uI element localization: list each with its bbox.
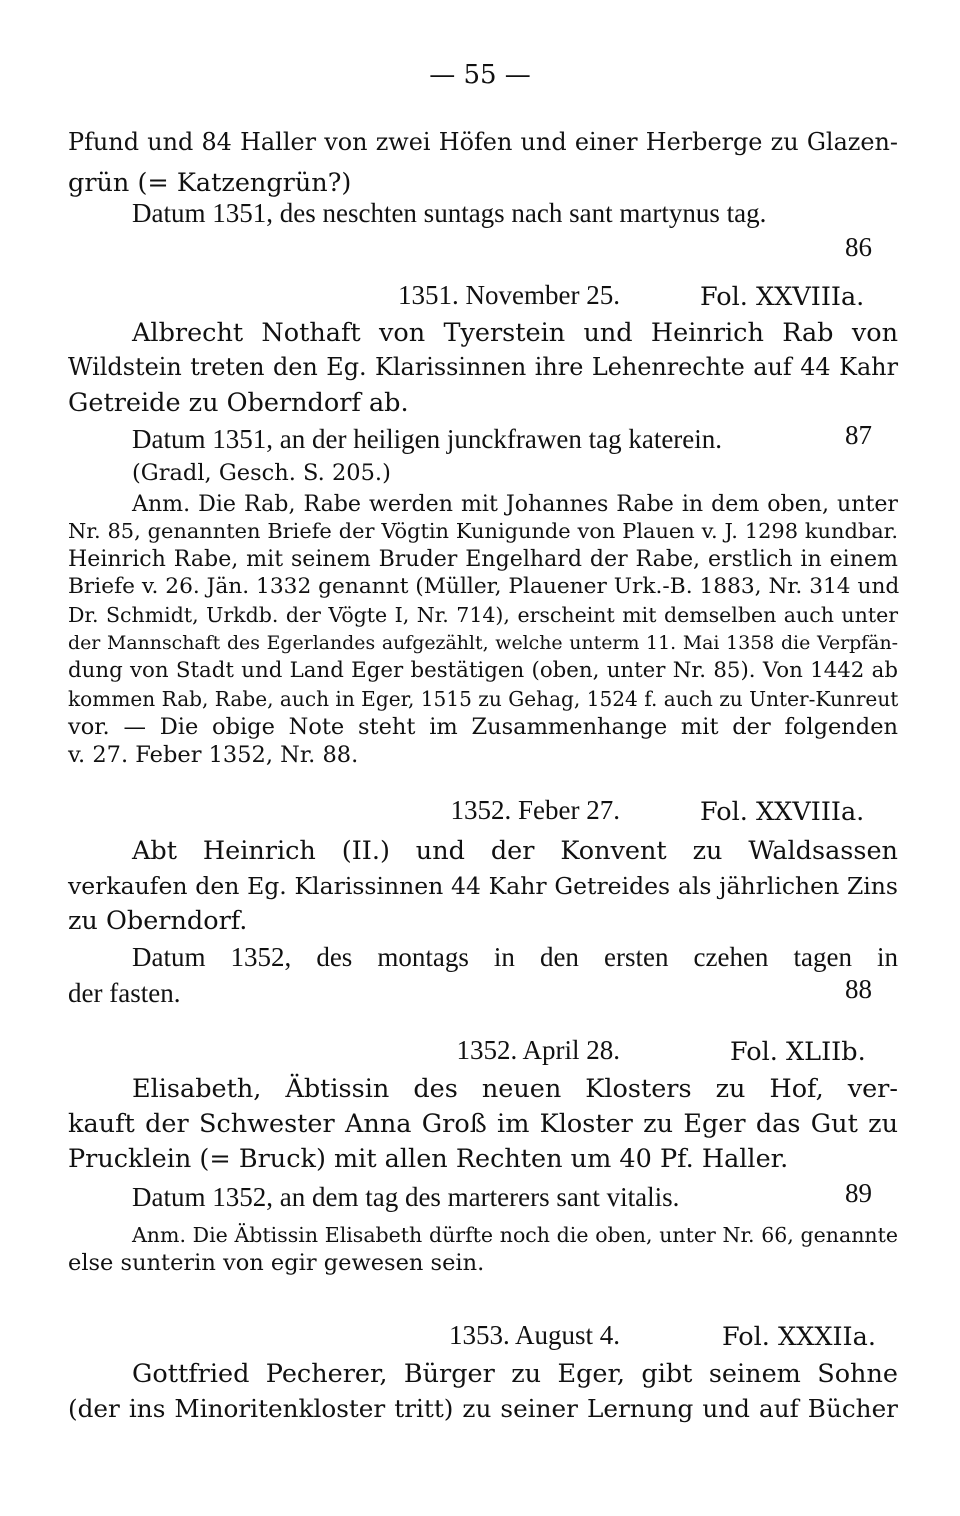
note-line: Anm. Die Rab, Rabe werden mit Johannes Rabe in dem oben, unter	[132, 491, 898, 517]
entry-number: 89	[845, 1178, 872, 1208]
text-line: zu Oberndorf.	[68, 906, 248, 936]
entry-date: 1353. August 4.	[448, 1320, 620, 1350]
note-line: else sunterin von egir gewesen sein.	[68, 1250, 485, 1276]
text-line: kauft der Schwester Anna Groß im Kloster zu Eger das Gut zu	[68, 1109, 898, 1139]
note-line: v. 27. Feber 1352, Nr. 88.	[68, 742, 359, 768]
entry-number: 86	[845, 232, 872, 262]
text-line: Getreide zu Oberndorf ab.	[68, 388, 409, 418]
entry-date: 1352. April 28.	[456, 1035, 620, 1065]
text-line: grün (= Katzengrün?)	[68, 168, 352, 198]
text-line: verkaufen den Eg. Klarissinnen 44 Kahr Getreides als jährlichen Zins	[68, 872, 898, 900]
text-line: Albrecht Nothaft von Tyerstein und Heinrich Rab von	[132, 318, 898, 348]
page-number: — 55 —	[429, 60, 531, 90]
text-line: Prucklein (= Bruck) mit allen Rechten um 40 Pf. Haller.	[68, 1144, 789, 1174]
datum-line: der fasten.	[68, 978, 181, 1008]
folio-ref: Fol. XLIIb.	[730, 1037, 866, 1067]
note-line: Nr. 85, genannten Briefe der Vögtin Kunigunde von Plauen v. J. 1298 kundbar.	[68, 519, 898, 543]
datum-line: Datum 1351, an der heiligen junckfrawen tag katerein.	[132, 424, 723, 454]
text-line: Wildstein treten den Eg. Klarissinnen ihre Lehenrechte auf 44 Kahr	[68, 353, 898, 381]
note-line: dung von Stadt und Land Eger bestätigen (oben, unter Nr. 85). Von 1442 ab	[68, 658, 898, 683]
entry-number: 87	[845, 420, 872, 450]
text-line: (der ins Minoritenkloster tritt) zu seiner Lernung und auf Bücher	[68, 1394, 898, 1423]
folio-ref: Fol. XXVIIIa.	[700, 282, 865, 312]
folio-ref: Fol. XXVIIIa.	[700, 797, 865, 827]
datum-line: Datum 1352, des montags in den ersten czehen tagen in	[132, 942, 898, 972]
source-ref: (Gradl, Gesch. S. 205.)	[132, 460, 391, 486]
text-line: Abt Heinrich (II.) und der Konvent zu Waldsassen	[132, 836, 898, 866]
datum-line: Datum 1352, an dem tag des marterers sant vitalis.	[132, 1182, 680, 1212]
note-line: der Mannschaft des Egerlandes aufgezählt, welche unterm 11. Mai 1358 die Verpfän-	[68, 632, 898, 654]
note-line: Heinrich Rabe, mit seinem Bruder Engelhard der Rabe, erstlich in einem	[68, 546, 898, 572]
folio-ref: Fol. XXXIIa.	[722, 1322, 876, 1352]
entry-date: 1351. November 25.	[398, 280, 620, 310]
note-line: Briefe v. 26. Jän. 1332 genannt (Müller, Plauener Urk.-B. 1883, Nr. 314 und	[68, 574, 900, 599]
entry-number: 88	[845, 974, 872, 1004]
note-line: kommen Rab, Rabe, auch in Eger, 1515 zu Gehag, 1524 f. auch zu Unter-Kunreut	[68, 687, 899, 711]
note-line: vor. — Die obige Note steht im Zusammenhange mit der folgenden	[68, 714, 898, 740]
text-line: Pfund und 84 Haller von zwei Höfen und einer Herberge zu Glazen-	[68, 128, 898, 156]
text-line: Elisabeth, Äbtissin des neuen Klosters zu Hof, ver-	[132, 1074, 898, 1104]
datum-line: Datum 1351, des neschten suntags nach sant martynus tag.	[132, 198, 767, 228]
note-line: Anm. Die Äbtissin Elisabeth dürfte noch die oben, unter Nr. 66, genannte	[132, 1223, 898, 1247]
note-line: Dr. Schmidt, Urkdb. der Vögte I, Nr. 714), erscheint mit demselben auch unter	[68, 603, 898, 627]
entry-date: 1352. Feber 27.	[450, 795, 620, 825]
text-line: Gottfried Pecherer, Bürger zu Eger, gibt seinem Sohne	[132, 1359, 898, 1389]
